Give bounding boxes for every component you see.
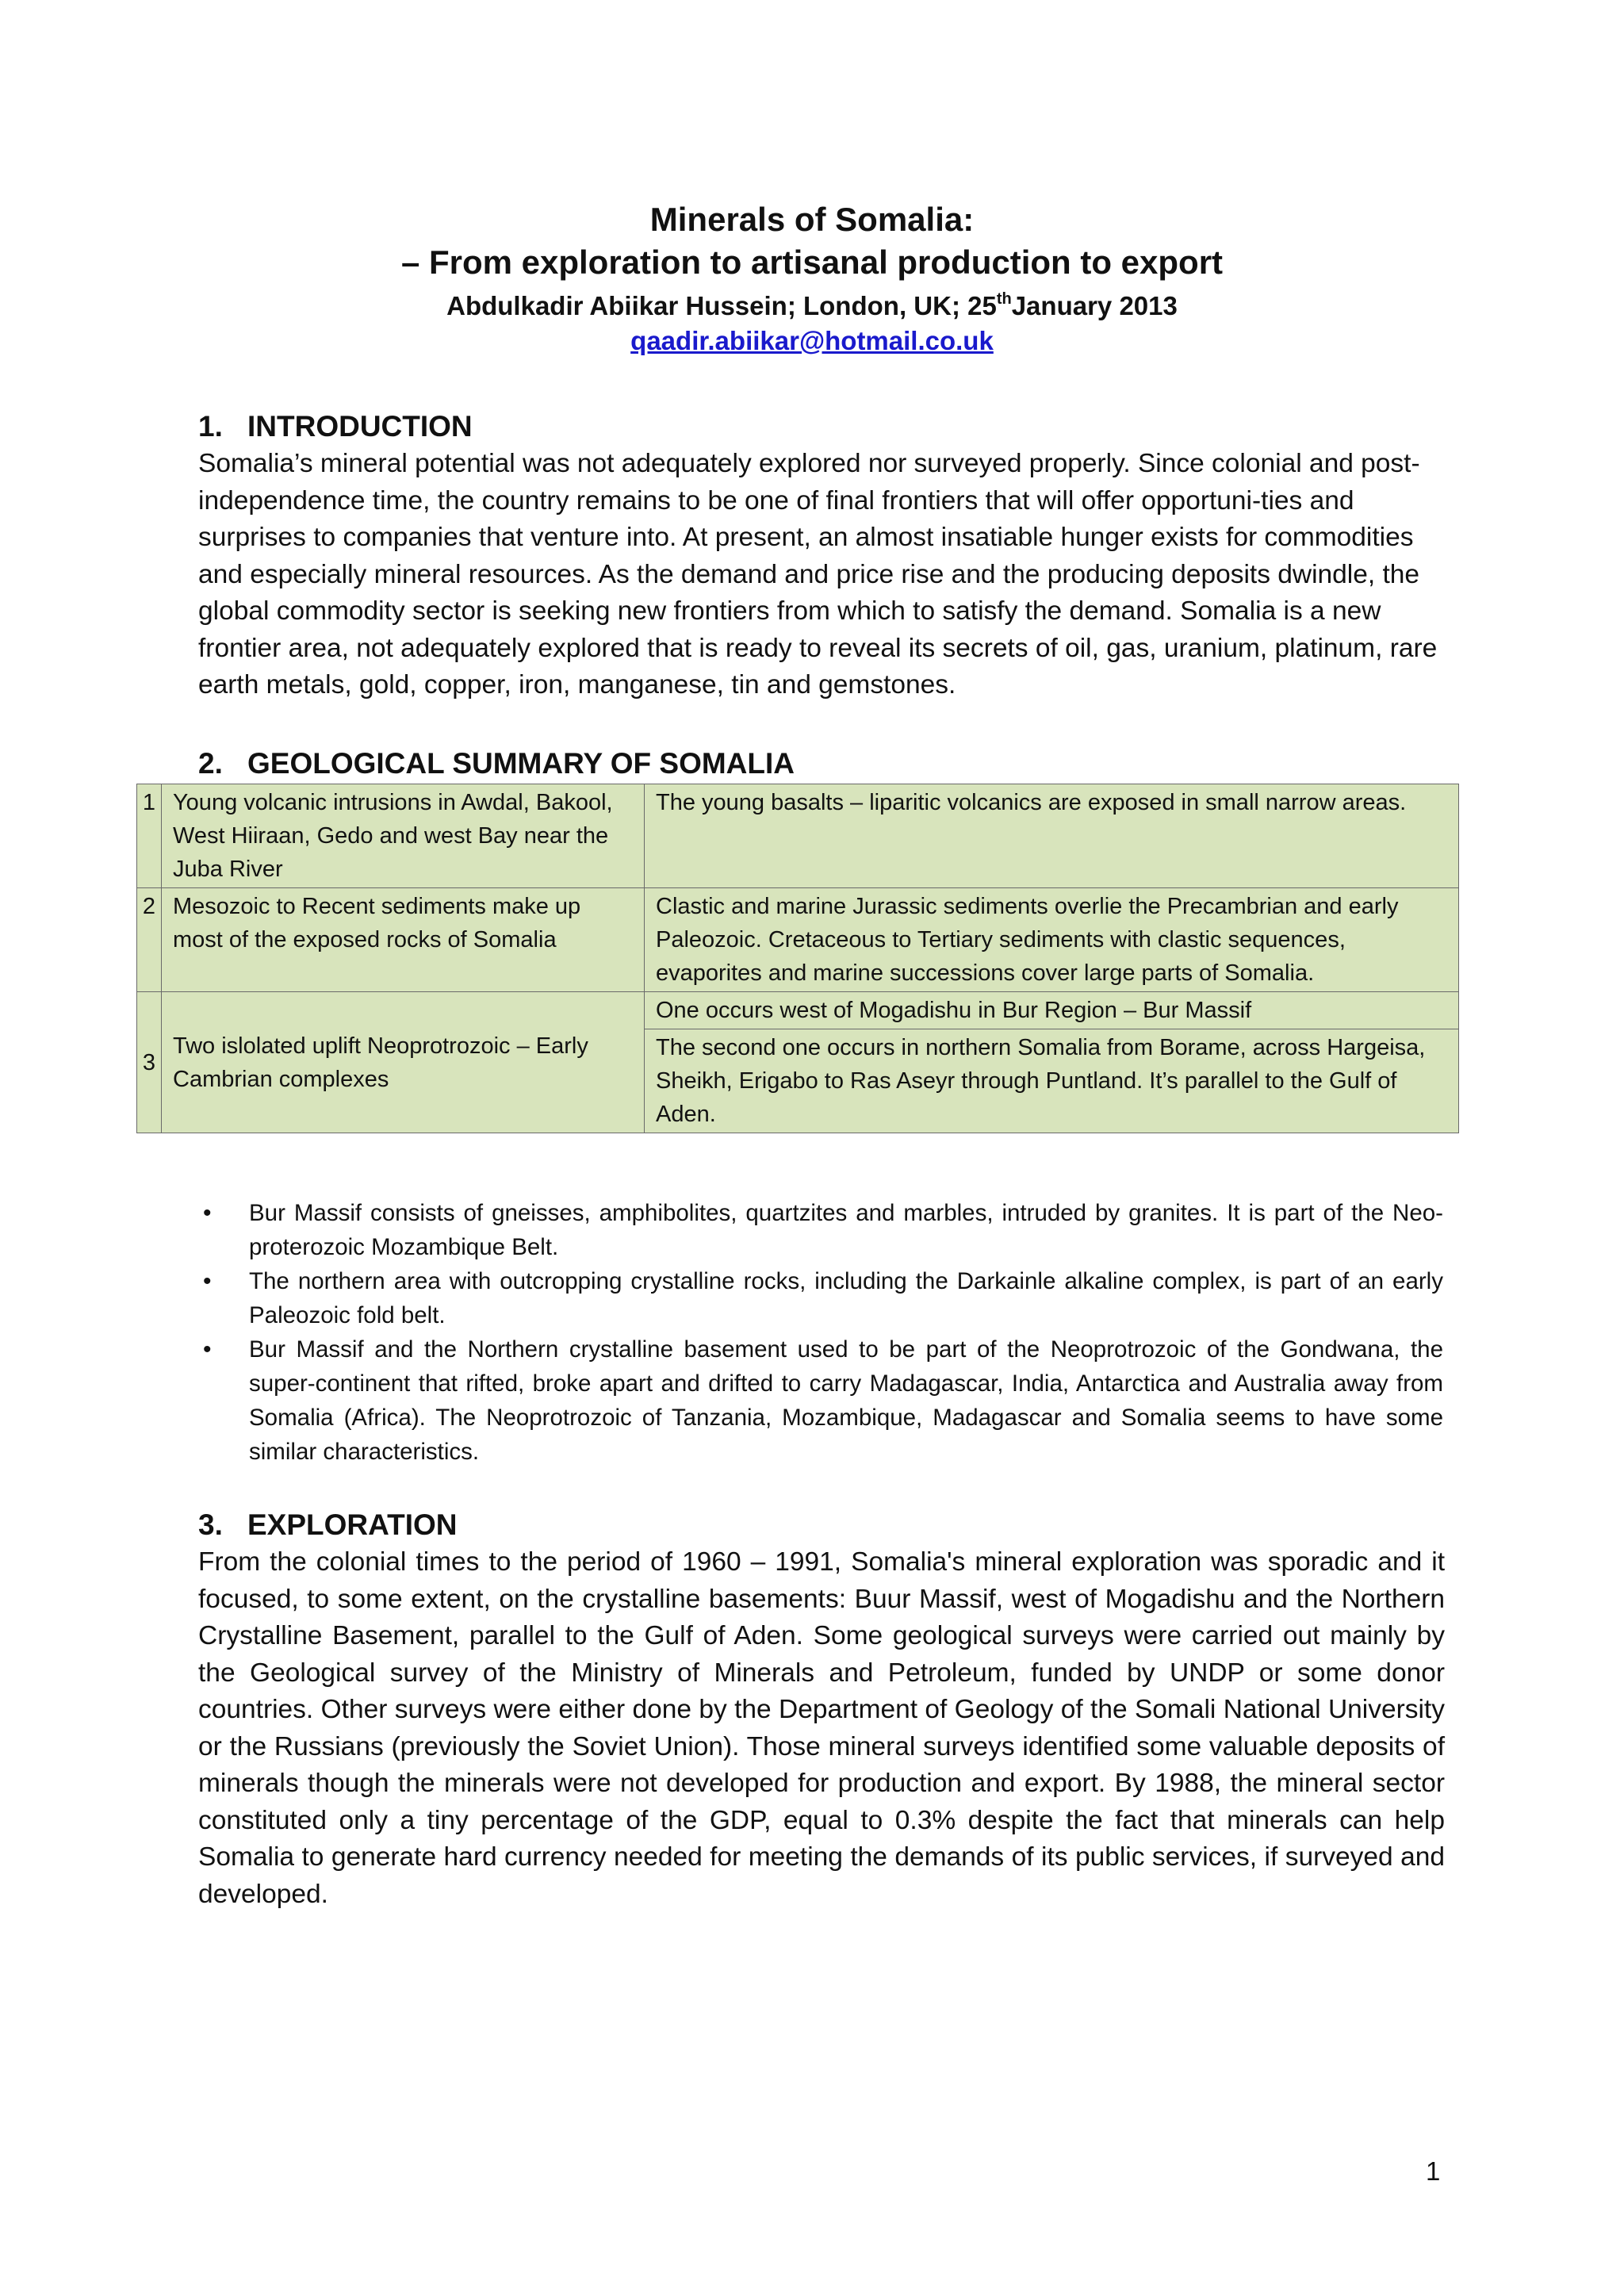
list-item-text: Bur Massif and the Northern crystalline basement used to be part of the Neoprotrozoic of the Gondwana, the super-continent that rifted, broke apart and drifted to carry Madagascar, India, Antarctica and Australia away from Somalia (Africa). The Neoprotrozoic of Tanzania, Mozambique, Madagascar and Somalia seems to have some similar characteristics. <box>249 1336 1443 1465</box>
bullet-icon: • <box>203 1268 212 1294</box>
table-cell-number: 1 <box>137 784 162 888</box>
author-name-location: Abdulkadir Abiikar Hussein; London, UK; 25 <box>446 291 997 320</box>
list-item <box>198 1196 1443 1264</box>
section-title: INTRODUCTION <box>247 410 473 443</box>
table-cell-number: 2 <box>137 888 162 992</box>
list-item <box>198 1264 1443 1332</box>
table-cell-details: Clastic and marine Jurassic sediments overlie the Precambrian and early Paleozoic. Cretaceous to Tertiary sediments with clastic sequences, evaporites and marine successions cover large parts of Somalia. <box>645 888 1459 992</box>
table-cell-details: One occurs west of Mogadishu in Bur Region – Bur Massif <box>645 992 1459 1029</box>
section-heading-introduction <box>198 408 473 445</box>
date-month-year: January 2013 <box>1011 291 1178 320</box>
table-cell-topic: Mesozoic to Recent sediments make up most of the exposed rocks of Somalia <box>162 888 645 992</box>
table-row <box>137 888 1459 992</box>
date-ordinal-suffix: th <box>996 290 1012 308</box>
section-number: 2. <box>198 747 223 780</box>
list-item <box>198 1332 1443 1469</box>
table-cell-details: The young basalts – liparitic volcanics are exposed in small narrow areas. <box>645 784 1459 888</box>
document-subtitle: – From exploration to artisanal production to export <box>400 243 1224 281</box>
section-number: 3. <box>198 1508 223 1541</box>
section-title: GEOLOGICAL SUMMARY OF SOMALIA <box>247 747 795 780</box>
bullet-icon: • <box>203 1336 212 1363</box>
table-row <box>137 784 1459 888</box>
page-number: 1 <box>1426 2156 1441 2186</box>
table-row <box>137 992 1459 1029</box>
section-number: 1. <box>198 410 223 443</box>
table-cell-topic: Young volcanic intrusions in Awdal, Bakool, West Hiiraan, Gedo and west Bay near the Juba River <box>162 784 645 888</box>
document-title: Minerals of Somalia: <box>649 201 975 238</box>
section-title: EXPLORATION <box>247 1508 458 1541</box>
section-heading-geological-summary <box>198 746 795 782</box>
section-heading-exploration <box>198 1507 458 1543</box>
geology-bullet-list <box>198 1196 1443 1469</box>
table-cell-details: The second one occurs in northern Somalia from Borame, across Hargeisa, Sheikh, Erigabo to Ras Aseyr through Puntland. It’s parallel to the Gulf of Aden. <box>645 1029 1459 1133</box>
geological-summary-table <box>136 784 1459 1133</box>
author-email-link[interactable]: qaadir.abiikar@hotmail.co.uk <box>630 326 994 355</box>
introduction-paragraph: Somalia’s mineral potential was not adequately explored nor surveyed properly. Since colonial and post-independence time, the country remains to be one of final frontiers that will offer opportuni-ties and surprises to companies that venture into. At present, an almost insatiable hunger exists for commodities and especially mineral resources. As the demand and price rise and the producing deposits dwindle, the global commodity sector is seeking new frontiers from which to satisfy the demand. Somalia is a new frontier area, not adequately explored that is ready to reveal its secrets of oil, gas, uranium, platinum, rare earth metals, gold, copper, iron, manganese, tin and gemstones. <box>198 449 1438 700</box>
table-cell-number: 3 <box>137 992 162 1133</box>
exploration-paragraph: From the colonial times to the period of 1960 – 1991, Somalia's mineral exploration was sporadic and it focused, to some extent, on the crystalline basements: Buur Massif, west of Mogadishu and the Northern Crystalline Basement, parallel to the Gulf of Aden. Some geological surveys were carried out mainly by the Geological survey of the Ministry of Minerals and Petroleum, funded by UNDP or some donor countries. Other surveys were either done by the Department of Geology of the Somali National University or the Russians (previously the Soviet Union). Those mineral surveys identified some valuable deposits of minerals though the minerals were not developed for production and export. By 1988, the mineral sector constituted only a tiny percentage of the GDP, equal to 0.3% despite the fact that minerals can help Somalia to generate hard currency needed for meeting the demands of its public services, if surveyed and developed. <box>198 1547 1445 1909</box>
list-item-text: Bur Massif consists of gneisses, amphibolites, quartzites and marbles, intruded by granites. It is part of the Neo-proterozoic Mozambique Belt. <box>249 1200 1443 1260</box>
bullet-icon: • <box>203 1200 212 1226</box>
author-line <box>0 289 1624 324</box>
table-cell-topic: Two islolated uplift Neoprotrozoic – Early Cambrian complexes <box>162 992 645 1133</box>
list-item-text: The northern area with outcropping crystalline rocks, including the Darkainle alkaline complex, is part of an early Paleozoic fold belt. <box>249 1268 1443 1328</box>
title-block <box>0 198 1624 358</box>
